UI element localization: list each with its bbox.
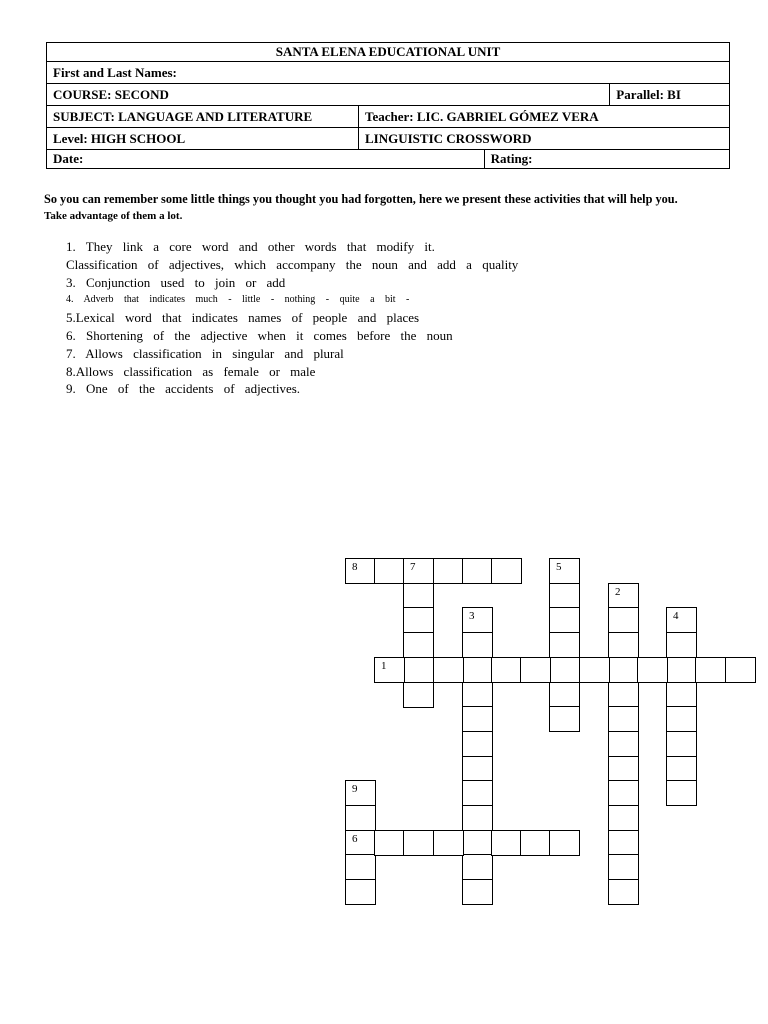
course-field: COURSE: SECOND [47, 84, 610, 106]
clue-number: 7 [410, 561, 416, 573]
subject-field: SUBJECT: LANGUAGE AND LITERATURE [47, 106, 359, 128]
crossword-cell[interactable] [433, 830, 464, 856]
crossword-cell[interactable] [666, 632, 697, 658]
instructions-line-2: Take advantage of them a lot. [44, 210, 183, 222]
clue-number: 1 [381, 660, 387, 672]
activity-title: LINGUISTIC CROSSWORD [359, 128, 730, 150]
crossword-cell[interactable] [433, 558, 464, 584]
crossword-cell[interactable] [637, 657, 668, 683]
crossword-cell[interactable] [345, 780, 376, 806]
crossword-cell[interactable] [462, 854, 493, 880]
crossword-cell[interactable] [345, 854, 376, 880]
crossword-cell[interactable] [608, 657, 639, 683]
crossword-cell[interactable] [345, 805, 376, 831]
crossword-cell[interactable] [462, 706, 493, 732]
crossword-cell[interactable] [462, 879, 493, 905]
crossword-cell[interactable] [491, 657, 522, 683]
crossword-cell[interactable] [462, 830, 493, 856]
clue-1: 1. They link a core word and other words that modify it. [66, 239, 435, 254]
crossword-cell[interactable] [433, 657, 464, 683]
crossword-cell[interactable] [666, 706, 697, 732]
crossword-cell[interactable] [608, 854, 639, 880]
crossword-cell[interactable] [462, 731, 493, 757]
crossword-cell[interactable] [549, 558, 580, 584]
crossword-cell[interactable] [608, 756, 639, 782]
clue-number: 9 [352, 783, 358, 795]
names-field[interactable]: First and Last Names: [47, 62, 730, 84]
clue-number: 8 [352, 561, 358, 573]
crossword-cell[interactable] [666, 731, 697, 757]
clue-8: 8.Allows classification as female or male [66, 363, 316, 379]
crossword-cell[interactable] [462, 607, 493, 633]
rating-field[interactable]: Rating: [484, 150, 729, 169]
crossword-cell[interactable] [403, 657, 434, 683]
clue-number: 4 [673, 610, 679, 622]
crossword-cell[interactable] [403, 558, 434, 584]
clue-7: 7. Allows classification in singular and plural [66, 345, 344, 361]
crossword-cell[interactable] [520, 830, 551, 856]
crossword-cell[interactable] [403, 583, 434, 609]
crossword-cell[interactable] [579, 657, 610, 683]
clue-3: 3. Conjunction used to join or add [66, 274, 286, 290]
crossword-cell[interactable] [608, 830, 639, 856]
crossword-cell[interactable] [608, 731, 639, 757]
crossword-cell[interactable] [666, 756, 697, 782]
crossword-cell[interactable] [666, 682, 697, 708]
crossword-cell[interactable] [608, 879, 639, 905]
instructions [44, 191, 744, 225]
clue-2: Classification of adjectives, which accompany the noun and add a quality [66, 256, 519, 272]
crossword-cell[interactable] [608, 632, 639, 658]
instructions-line-1: So you can remember some little things you thought you had forgotten, here we present these activities that will help you. [44, 192, 678, 206]
crossword-cell[interactable] [345, 879, 376, 905]
crossword-cell[interactable] [520, 657, 551, 683]
date-field[interactable]: Date: [47, 150, 485, 169]
crossword-cell[interactable] [666, 780, 697, 806]
clue-4: 4. Adverb that indicates much - little - nothing - quite a bit - [66, 294, 410, 306]
crossword-cell[interactable] [403, 607, 434, 633]
crossword-cell[interactable] [666, 657, 697, 683]
crossword-cell[interactable] [608, 583, 639, 609]
crossword-cell[interactable] [462, 632, 493, 658]
crossword-cell[interactable] [608, 706, 639, 732]
crossword-cell[interactable] [374, 558, 405, 584]
crossword-cell[interactable] [549, 607, 580, 633]
clue-9: 9. One of the accidents of adjectives. [66, 381, 301, 397]
crossword-cell[interactable] [608, 607, 639, 633]
crossword-cell[interactable] [462, 682, 493, 708]
clue-list [66, 238, 626, 398]
crossword-cell[interactable] [462, 805, 493, 831]
level-field: Level: HIGH SCHOOL [47, 128, 359, 150]
parallel-field: Parallel: BI [610, 84, 730, 106]
clue-number: 3 [469, 610, 475, 622]
clue-number: 5 [556, 561, 562, 573]
crossword-cell[interactable] [695, 657, 726, 683]
crossword-cell[interactable] [491, 830, 522, 856]
crossword-cell[interactable] [345, 830, 376, 856]
clue-number: 6 [352, 833, 358, 845]
crossword-cell[interactable] [608, 805, 639, 831]
clue-6: 6. Shortening of the adjective when it comes before the noun [66, 327, 453, 343]
school-name: SANTA ELENA EDUCATIONAL UNIT [47, 43, 730, 62]
crossword-cell[interactable] [608, 780, 639, 806]
crossword-cell[interactable] [608, 682, 639, 708]
crossword-cell[interactable] [403, 632, 434, 658]
crossword-cell[interactable] [549, 706, 580, 732]
crossword-cell[interactable] [403, 682, 434, 708]
header-table [46, 42, 730, 169]
teacher-field: Teacher: LIC. GABRIEL GÓMEZ VERA [359, 106, 730, 128]
crossword-cell[interactable] [549, 682, 580, 708]
clue-number: 2 [615, 586, 621, 598]
crossword-cell[interactable] [374, 657, 405, 683]
crossword-cell[interactable] [345, 558, 376, 584]
crossword-cell[interactable] [462, 657, 493, 683]
crossword-cell[interactable] [462, 780, 493, 806]
crossword-cell[interactable] [666, 607, 697, 633]
crossword-cell[interactable] [725, 657, 756, 683]
crossword-cell[interactable] [374, 830, 405, 856]
crossword-cell[interactable] [549, 830, 580, 856]
crossword-cell[interactable] [462, 756, 493, 782]
crossword-cell[interactable] [462, 558, 493, 584]
crossword-cell[interactable] [549, 632, 580, 658]
crossword-cell[interactable] [403, 830, 434, 856]
crossword-cell[interactable] [549, 657, 580, 683]
crossword-cell[interactable] [491, 558, 522, 584]
clue-5: 5.Lexical word that indicates names of people and places [66, 310, 420, 326]
crossword-cell[interactable] [549, 583, 580, 609]
